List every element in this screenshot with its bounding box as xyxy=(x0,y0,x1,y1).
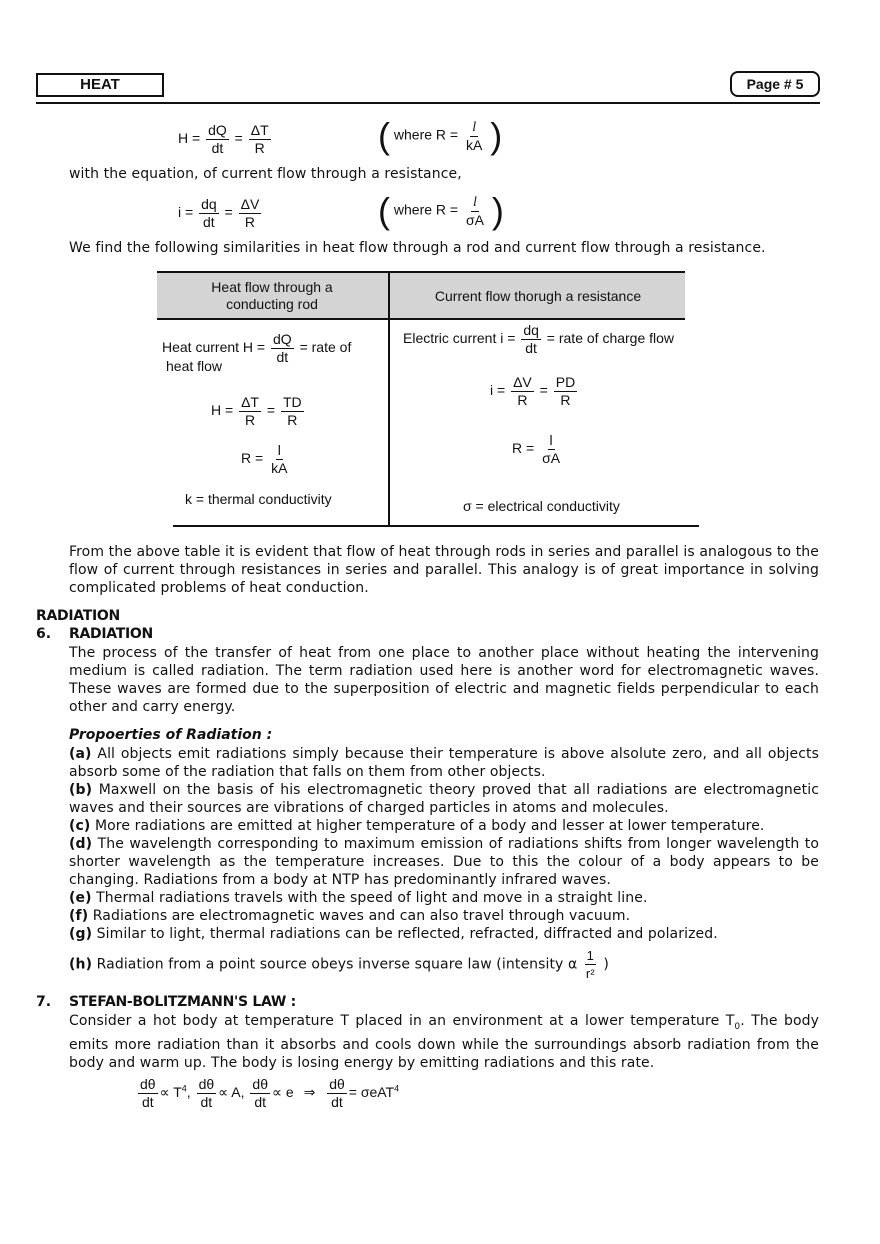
frac-num: dQ xyxy=(208,122,227,138)
fraction xyxy=(540,432,562,467)
property-label: (a) xyxy=(69,746,92,762)
proportional: ∝ e xyxy=(271,1084,294,1101)
property-text: Radiations are electromagnetic waves and can also travel through vacuum. xyxy=(88,908,631,924)
frac-num: ΔV xyxy=(513,374,532,390)
frac-num: ΔV xyxy=(240,196,260,212)
eq-sign: = xyxy=(539,382,548,399)
section-number-6: 6. xyxy=(36,626,52,642)
frac-num: l xyxy=(473,194,477,210)
property-label: (g) xyxy=(69,926,93,942)
frac-den: dt xyxy=(141,1094,154,1110)
property-text: All objects emit radiations simply because their temperature is above alsolute zero, and all objects absorb some of the radiation that falls on them from other objects. xyxy=(69,746,819,780)
equation-heat-where xyxy=(378,116,502,156)
frac-num: dθ xyxy=(198,1076,215,1092)
right-paren: ) xyxy=(491,190,504,231)
table-column-divider xyxy=(388,271,390,527)
text: Electric current i = xyxy=(403,330,516,347)
radiation-intro: The process of the transfer of heat from one place to another place without heating the intervening medium is called radiation. The term radiation used here is another word for electromagnetic waves. These waves are formed due to the superposition of electric and magnetic fields perpendicular to each other and carry energy. xyxy=(69,645,819,715)
eq-sign: = xyxy=(224,204,233,221)
subscript: 0 xyxy=(734,1021,741,1032)
fraction xyxy=(239,394,261,429)
properties-list xyxy=(69,745,819,943)
col1-header: Heat flow through a conducting rod xyxy=(211,279,333,312)
body-text: Consider a hot body at temperature T placed in an environment at a lower temperature T xyxy=(69,1013,735,1029)
properties-title: Propoerties of Radiation : xyxy=(69,727,273,743)
property-label: (h) xyxy=(69,956,93,973)
eq-lhs: R = xyxy=(241,450,264,467)
fraction xyxy=(271,331,294,366)
frac-num: 1 xyxy=(586,948,594,963)
text: = rate of charge flow xyxy=(546,330,675,347)
fraction xyxy=(584,947,597,982)
equation-current xyxy=(178,196,263,231)
heat-flow-text: heat flow xyxy=(166,358,223,374)
superscript: 4 xyxy=(394,1083,400,1094)
comma: , xyxy=(186,1084,191,1101)
property-text: Similar to light, thermal radiations can be reflected, refracted, diffracted and polarized. xyxy=(92,926,718,942)
property-label: (b) xyxy=(69,782,93,798)
fraction xyxy=(206,122,229,157)
stefan-body xyxy=(69,1012,819,1072)
frac-den: R xyxy=(244,412,256,428)
proportional: ∝ T xyxy=(159,1084,182,1101)
frac-den: dt xyxy=(331,1094,343,1110)
property-d xyxy=(69,835,819,889)
thermal-conductivity-def: k = thermal conductivity xyxy=(185,491,332,507)
frac-num: dθ xyxy=(252,1076,268,1092)
property-text: Radiation from a point source obeys inverse square law (intensity α xyxy=(92,956,578,973)
right-paren: ) xyxy=(490,115,503,156)
where-text: where R = xyxy=(393,201,459,218)
frac-den: kA xyxy=(271,460,288,476)
page-number: Page # 5 xyxy=(746,76,804,92)
property-label: (c) xyxy=(69,818,91,834)
frac-num: ΔT xyxy=(250,122,269,138)
property-label: (d) xyxy=(69,836,93,852)
frac-num: l xyxy=(549,432,553,448)
frac-num: dθ xyxy=(140,1076,156,1092)
eq-sign: = xyxy=(234,130,243,147)
eq-lhs: R = xyxy=(512,440,535,457)
left-paren: ( xyxy=(378,115,390,156)
where-text: where R = xyxy=(393,126,459,143)
fraction xyxy=(269,442,289,477)
superscript: 4 xyxy=(181,1083,187,1094)
text-similarities: We find the following similarities in heat flow through a rod and current flow through a resistance. xyxy=(69,240,766,256)
frac-den: dt xyxy=(211,140,224,156)
property-text: Maxwell on the basis of his electromagnetic theory proved that all radiations are electromagnetic waves and their sources are vibrations of charged particles in atoms and molecules. xyxy=(69,782,819,816)
fraction xyxy=(554,374,577,409)
frac-num: dq xyxy=(523,322,539,338)
eq-lhs: i = xyxy=(490,382,506,399)
frac-den: R xyxy=(517,392,528,408)
property-text: More radiations are emitted at higher temperature of a body and lesser at lower temperature. xyxy=(90,818,765,834)
heading-radiation: RADIATION xyxy=(69,626,153,642)
eq-lhs: H = xyxy=(211,402,234,419)
property-h xyxy=(69,947,829,982)
fraction xyxy=(511,374,534,409)
property-c xyxy=(69,817,819,835)
fraction xyxy=(281,394,304,429)
frac-den: r² xyxy=(585,966,595,981)
property-b xyxy=(69,781,819,817)
electrical-conductivity-def: σ = electrical conductivity xyxy=(463,498,620,514)
header-rule xyxy=(36,102,820,104)
comparison-table xyxy=(157,271,685,527)
eq-lhs: H = xyxy=(178,130,201,147)
electric-current-def xyxy=(403,322,674,357)
implies-arrow: ⇒ xyxy=(303,1085,316,1102)
equation-heat-current xyxy=(178,122,273,157)
property-text: The wavelength corresponding to maximum emission of radiations shifts from longer wavelength to shorter wavelength as the temperature increases. Due to this the colour of a body appears to be changing. Radiations from a body at NTP has predominantly infrared waves. xyxy=(69,836,819,888)
frac-num: PD xyxy=(555,374,576,390)
frac-num: l xyxy=(277,442,281,458)
body-text: . The body emits more radiation than it absorbs and cools down while the surroundings absorb radiation from the body and warm up. The body is losing energy by emitting radiations and this rate. xyxy=(69,1013,819,1071)
fraction xyxy=(138,1076,158,1111)
property-e xyxy=(69,889,819,907)
frac-den: kA xyxy=(465,136,483,153)
frac-den: dt xyxy=(203,214,215,230)
i-equation xyxy=(490,374,579,409)
frac-num: dQ xyxy=(273,331,292,347)
fraction xyxy=(521,322,541,357)
fraction xyxy=(464,119,484,154)
r-equation-electrical xyxy=(512,432,564,467)
left-paren: ( xyxy=(378,190,390,231)
text-table-conclusion: From the above table it is evident that flow of heat through rods in series and parallel is analogous to the flow of current through resistances in series and parallel. This analogy is of great importance in solving complicated problems of heat conduction. xyxy=(69,544,819,596)
heading-stefan: STEFAN-BOLITZMANN'S LAW : xyxy=(69,994,296,1010)
r-equation-thermal xyxy=(241,442,291,477)
stefan-result: = σeAT xyxy=(348,1084,395,1101)
col2-header: Current flow thorugh a resistance xyxy=(434,288,642,304)
chapter-title: HEAT xyxy=(80,76,120,93)
frac-den: dt xyxy=(525,340,537,356)
fraction xyxy=(250,1076,270,1111)
table-bottom-rule xyxy=(173,525,699,527)
stefan-equation xyxy=(136,1076,399,1111)
section-number-7: 7. xyxy=(36,994,52,1010)
close-paren: ) xyxy=(603,956,609,973)
chapter-title-box xyxy=(36,73,164,97)
frac-den: R xyxy=(254,140,265,156)
frac-num: l xyxy=(472,119,477,135)
fraction xyxy=(327,1076,347,1111)
frac-den: R xyxy=(287,412,298,428)
fraction xyxy=(464,194,486,229)
text: Heat current H = xyxy=(162,339,266,356)
frac-num: TD xyxy=(282,394,302,410)
eq-lhs: i = xyxy=(178,204,194,221)
frac-den: dt xyxy=(200,1094,213,1110)
h-equation xyxy=(211,394,306,429)
property-label: (e) xyxy=(69,890,92,906)
fraction xyxy=(239,196,262,231)
eq-sign: = xyxy=(266,402,276,419)
frac-num: dq xyxy=(201,196,217,212)
section-title-radiation: RADIATION xyxy=(36,608,120,624)
comma: , xyxy=(240,1084,245,1101)
table-header-rule xyxy=(157,318,685,320)
frac-num: ΔT xyxy=(241,394,259,410)
frac-den: σA xyxy=(465,211,484,228)
fraction xyxy=(249,122,271,157)
text: = rate of xyxy=(299,339,352,356)
proportional: ∝ A xyxy=(218,1084,241,1101)
frac-num: dθ xyxy=(329,1076,345,1092)
property-label: (f) xyxy=(69,908,89,924)
property-text: Thermal radiations travels with the speed of light and move in a straight line. xyxy=(91,890,648,906)
page-number-box xyxy=(730,71,820,97)
fraction xyxy=(199,196,219,231)
property-a xyxy=(69,745,819,781)
property-f xyxy=(69,907,819,925)
equation-current-where xyxy=(378,191,504,231)
frac-den: σA xyxy=(542,450,561,466)
text-current: with the equation, of current flow through a resistance, xyxy=(69,166,462,182)
frac-den: R xyxy=(244,214,256,230)
property-g xyxy=(69,925,819,943)
fraction xyxy=(197,1076,217,1111)
frac-den: dt xyxy=(276,349,289,365)
frac-den: R xyxy=(560,392,571,408)
frac-den: dt xyxy=(254,1094,267,1110)
